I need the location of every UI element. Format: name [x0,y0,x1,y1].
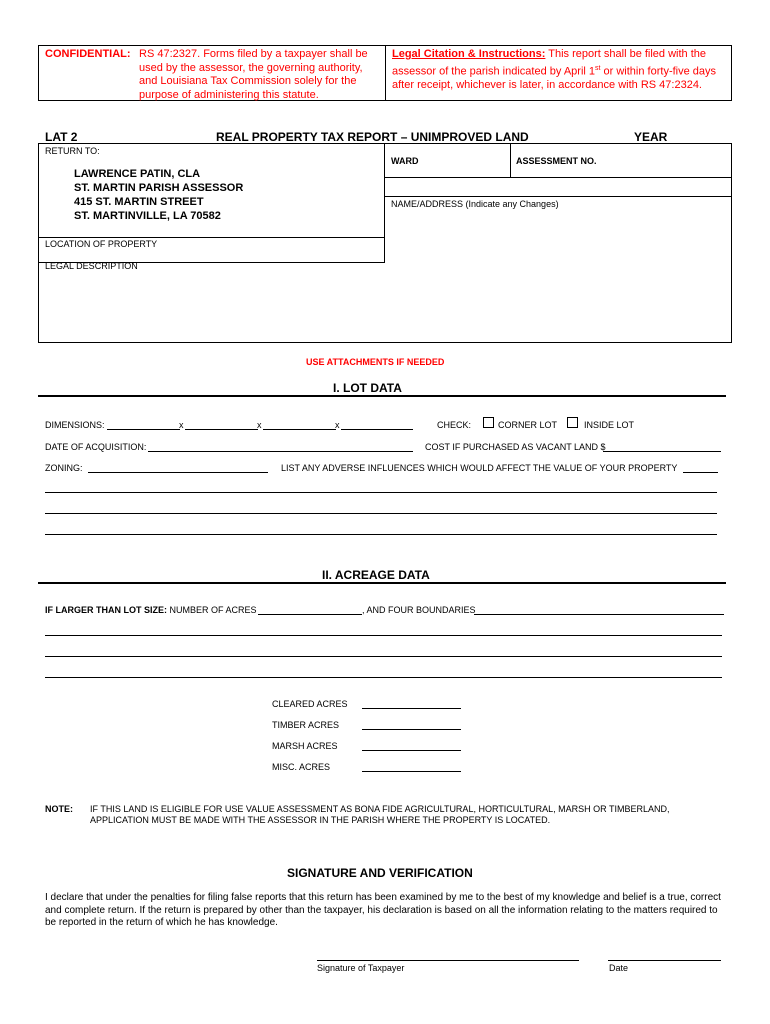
lot-data-heading: I. LOT DATA [333,381,402,395]
adverse-line-2[interactable] [45,513,717,514]
cleared-acres-label: CLEARED ACRES [272,699,348,709]
dimension-x-3: x [335,420,340,430]
taxpayer-signature-label: Signature of Taxpayer [317,963,405,973]
corner-lot-checkbox[interactable] [483,417,494,428]
acres-label: NUMBER OF ACRES [169,605,257,615]
divider [38,237,385,238]
zoning-label: ZONING: [45,463,83,473]
legal-citation [392,48,726,92]
corner-lot-label: CORNER LOT [498,420,558,430]
dimension-field-4[interactable] [341,429,413,430]
acquisition-field[interactable] [148,451,413,452]
divider [384,196,732,197]
declaration-text: I declare that under the penalties for filing false reports that this return has been examined by me to the best of my knowledge and belief is a true, correct and complete return. If the return is prepared by other than the taxpayer, his declaration is based on all the information relating to the matters required to be reported in the return of which he has knowledge. [45,892,721,928]
address-line-4: ST. MARTINVILLE, LA 70582 [74,210,221,222]
adverse-influences-label: LIST ANY ADVERSE INFLUENCES WHICH WOULD AFFECT THE VALUE OF YOUR PROPERTY [281,463,678,473]
boundaries-line-1[interactable] [45,635,722,636]
page-title: REAL PROPERTY TAX REPORT – UNIMPROVED LAND [216,130,529,144]
marsh-acres-label: MARSH ACRES [272,741,338,751]
legal-text-1: This report shall be filed with the assessor of the parish indicated by April 1 [392,48,707,78]
cleared-acres-field[interactable] [362,708,461,709]
taxpayer-signature-field[interactable] [317,960,579,961]
adverse-field[interactable] [683,472,718,473]
larger-than-lot [45,605,257,615]
boundaries-field[interactable] [474,614,724,615]
dimension-x-1: x [179,420,184,430]
confidential-text: RS 47:2327. Forms filed by a taxpayer shall be used by the assessor, the governing authority, and Louisiana Tax Commission solely for the purpose of administering this statute. [139,48,368,101]
misc-acres-label: MISC. ACRES [272,762,331,772]
acquisition-label: DATE OF ACQUISITION: [45,442,147,452]
date-field[interactable] [608,960,721,961]
dimension-field-3[interactable] [263,429,336,430]
confidential-label: CONFIDENTIAL: [45,48,131,60]
cost-label: COST IF PURCHASED AS VACANT LAND $ [425,442,606,452]
larger-label: IF LARGER THAN LOT SIZE: [45,605,167,615]
ward-field[interactable] [386,164,508,176]
dimension-field-1[interactable] [107,429,180,430]
inside-lot-checkbox[interactable] [567,417,578,428]
address-line-2: ST. MARTIN PARISH ASSESSOR [74,182,244,194]
zoning-field[interactable] [88,472,268,473]
divider [384,143,385,263]
location-field[interactable] [40,250,383,261]
return-to-label: RETURN TO: [45,146,100,156]
date-label: Date [609,963,629,973]
adverse-line-1[interactable] [45,492,717,493]
note-label: NOTE: [45,804,73,814]
legal-description-field[interactable] [40,274,730,340]
timber-acres-label: TIMBER ACRES [272,720,340,730]
year-label: YEAR [634,130,668,144]
assessment-field[interactable] [512,164,730,176]
assessment-label: ASSESSMENT NO. [516,156,597,166]
inside-lot-label: INSIDE LOT [584,420,635,430]
legal-description-label: LEGAL DESCRIPTION [45,261,138,271]
check-label: CHECK: [437,420,472,430]
dimension-x-2: x [257,420,262,430]
boundaries-line-2[interactable] [45,656,722,657]
name-address-field[interactable] [386,210,730,260]
divider [385,45,386,101]
section-rule [38,395,726,397]
name-address-label: NAME/ADDRESS (Indicate any Changes) [391,199,559,209]
timber-acres-field[interactable] [362,729,461,730]
location-label: LOCATION OF PROPERTY [45,239,158,249]
attachments-note: USE ATTACHMENTS IF NEEDED [306,357,445,367]
address-line-1: LAWRENCE PATIN, CLA [74,168,201,180]
note-text: IF THIS LAND IS ELIGIBLE FOR USE VALUE ASSESSMENT AS BONA FIDE AGRICULTURAL, HORTICULTURAL, MARSH OR TIMBERLAND, APPLICATION MUST BE MADE WITH THE ASSESSOR IN THE PARISH WHERE THE PROPERTY IS LOCATED. [90,804,670,825]
dimensions-label: DIMENSIONS: [45,420,105,430]
divider [510,143,511,177]
ward-label: WARD [391,156,419,166]
legal-sup: st [595,64,601,72]
misc-acres-field[interactable] [362,771,461,772]
boundaries-label: , AND FOUR BOUNDARIES [362,605,476,615]
adverse-line-3[interactable] [45,534,717,535]
signature-heading: SIGNATURE AND VERIFICATION [287,866,473,880]
address-line-3: 415 ST. MARTIN STREET [74,196,204,208]
legal-label: Legal Citation & Instructions: [392,48,546,60]
boundaries-line-3[interactable] [45,677,722,678]
marsh-acres-field[interactable] [362,750,461,751]
dimension-field-2[interactable] [185,429,258,430]
divider [384,177,732,178]
number-of-acres-field[interactable] [258,614,362,615]
form-id: LAT 2 [45,130,78,144]
cost-field[interactable] [603,451,721,452]
section-rule [38,582,726,584]
return-address [74,167,243,223]
legal-text-2: or within forty-five days after receipt, whichever is later, in accordance with RS 47:2324. [392,65,717,91]
acreage-data-heading: II. ACREAGE DATA [322,568,430,582]
